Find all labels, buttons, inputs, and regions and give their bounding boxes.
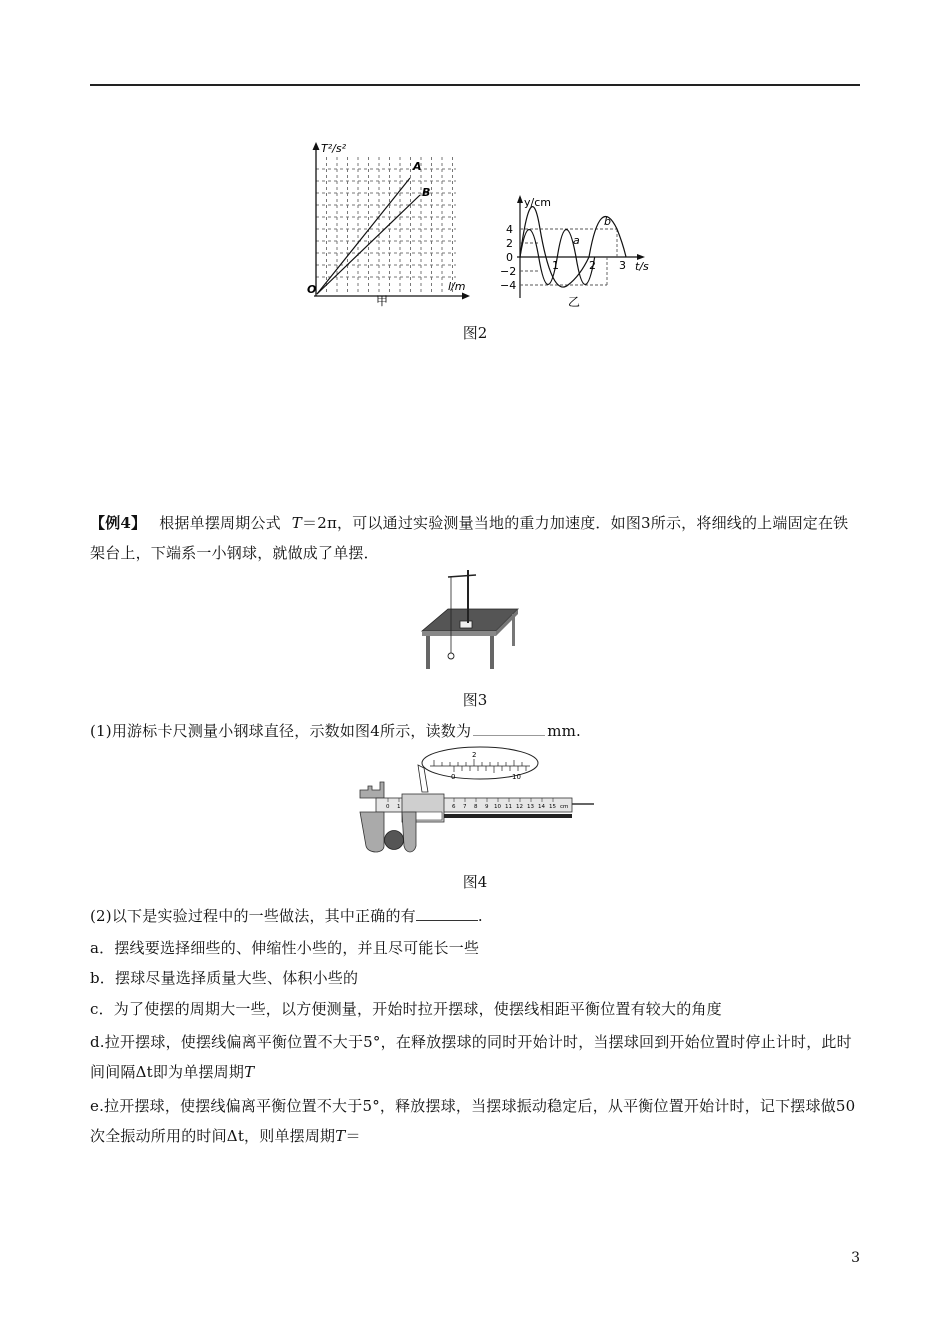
fig3-pendulum-illustration [418, 565, 528, 673]
fig2-caption: 图2 [462, 324, 488, 342]
origin-label: O [307, 283, 317, 296]
fig4-caliper-illustration [358, 746, 608, 858]
scale-label-7: 7 [463, 804, 467, 810]
option-e-end: ＝ [345, 1127, 361, 1145]
pendulum-bob [448, 653, 454, 659]
magnifier [418, 747, 538, 792]
option-e [90, 1091, 860, 1151]
y-tick-neg2: −2 [500, 265, 517, 278]
stand-base [460, 621, 472, 628]
y-axis-arrow [517, 195, 523, 203]
scale-label-8: 8 [474, 804, 478, 810]
clamp-arm [448, 575, 476, 577]
table-leg-fl [426, 636, 430, 669]
q1-text: (1)用游标卡尺测量小钢球直径，示数如图4所示，读数为 [90, 722, 472, 740]
fig4-caption: 图4 [462, 873, 488, 891]
fig3-caption: 图3 [462, 691, 488, 709]
scale-label-13: 13 [527, 804, 534, 810]
formula-T: T [291, 514, 303, 532]
question-2 [90, 901, 860, 931]
x-tick-2: 2 [589, 259, 596, 272]
line-B-label: B [422, 186, 431, 199]
y-axis-label: y/cm [524, 196, 551, 209]
scale-label-15: 15 [549, 804, 556, 810]
q2-end: . [477, 907, 483, 925]
option-b: b．摆球尽量选择质量大些、体积小些的 [90, 969, 359, 987]
moving-lower-jaw [402, 812, 416, 852]
option-e-symbol-T: T [335, 1127, 346, 1145]
formula-eq: ＝2π [302, 514, 338, 532]
page-number: 3 [851, 1250, 860, 1266]
y-tick-neg4: −4 [500, 279, 517, 292]
table-front [422, 631, 496, 636]
x-axis-arrow [462, 293, 470, 300]
upper-jaws [360, 782, 384, 798]
curve-a-label: a [573, 234, 580, 247]
grid [316, 157, 456, 294]
line-A-label: A [413, 160, 422, 173]
intro-part2: ，可以通过实验测量当地的重力加速度．如图3所示，将细线的上端固定在铁架台上，下端系一小钢球，就做成了单摆． [90, 514, 849, 562]
option-d [90, 1027, 860, 1087]
fixed-lower-jaw [360, 812, 384, 852]
example4-intro [90, 508, 860, 568]
fig2-jia-graph [300, 140, 480, 310]
fig2-yi-graph [500, 192, 665, 310]
option-d-text: d.拉开摆球，使摆线偏离平衡位置不大于5°，在释放摆球的同时开始计时，当摆球回到开始位置时停止计时，此时间间隔Δt即为单摆周期 [90, 1033, 852, 1081]
scale-label-unit: cm [560, 804, 569, 810]
y-tick-2: 2 [506, 237, 513, 250]
steel-ball [385, 831, 404, 850]
sub-caption-jia: 甲 [376, 294, 389, 308]
x-tick-3: 3 [619, 259, 626, 272]
q1-unit: mm. [547, 722, 582, 740]
zoom-top-label: 2 [472, 751, 477, 759]
scale-label-11: 11 [505, 804, 512, 810]
header-rule [90, 84, 860, 86]
y-tick-4: 4 [506, 223, 513, 236]
scale-label-12: 12 [516, 804, 523, 810]
x-axis-label: l/m [448, 280, 466, 293]
option-c: c．为了使摆的周期大一些，以方便测量，开始时拉开摆球，使摆线相距平衡位置有较大的角度 [90, 1000, 722, 1018]
x-axis-label: t/s [635, 260, 649, 273]
example-tag: 【例4】 [90, 514, 147, 532]
y-axis-arrow [313, 142, 320, 150]
depth-bar [444, 814, 572, 818]
y-axis-label: T²/s² [321, 142, 346, 155]
option-e-text: e.拉开摆球，使摆线偏离平衡位置不大于5°，释放摆球，当摆球振动稳定后，从平衡位置开始计时，记下摆球做50次全振动所用的时间Δt，则单摆周期 [90, 1097, 856, 1145]
scale-label-0: 0 [386, 804, 390, 810]
table-leg-fr [490, 636, 494, 669]
q2-answer-blank[interactable] [416, 906, 478, 921]
y-tick-0: 0 [506, 251, 513, 264]
zoom-left-label: 0 [451, 773, 456, 781]
scale-label-9: 9 [485, 804, 489, 810]
option-d-symbol-T: T [244, 1063, 255, 1081]
intro-part1: 根据单摆周期公式 [159, 514, 281, 532]
scale-label-1: 1 [397, 804, 401, 810]
scale-label-6: 6 [452, 804, 456, 810]
curve-b-label: b [604, 215, 611, 228]
table-leg-br [512, 614, 515, 646]
zoom-right-label: 10 [512, 773, 521, 781]
x-tick-1: 1 [552, 259, 559, 272]
q2-text: (2)以下是实验过程中的一些做法，其中正确的有 [90, 907, 416, 925]
question-1 [90, 716, 860, 746]
q1-answer-blank[interactable] [473, 719, 545, 736]
scale-label-14: 14 [538, 804, 545, 810]
sub-caption-yi: 乙 [568, 295, 581, 309]
option-a: a．摆线要选择细些的、伸缩性小些的，并且尽可能长一些 [90, 939, 480, 957]
scale-label-10: 10 [494, 804, 501, 810]
